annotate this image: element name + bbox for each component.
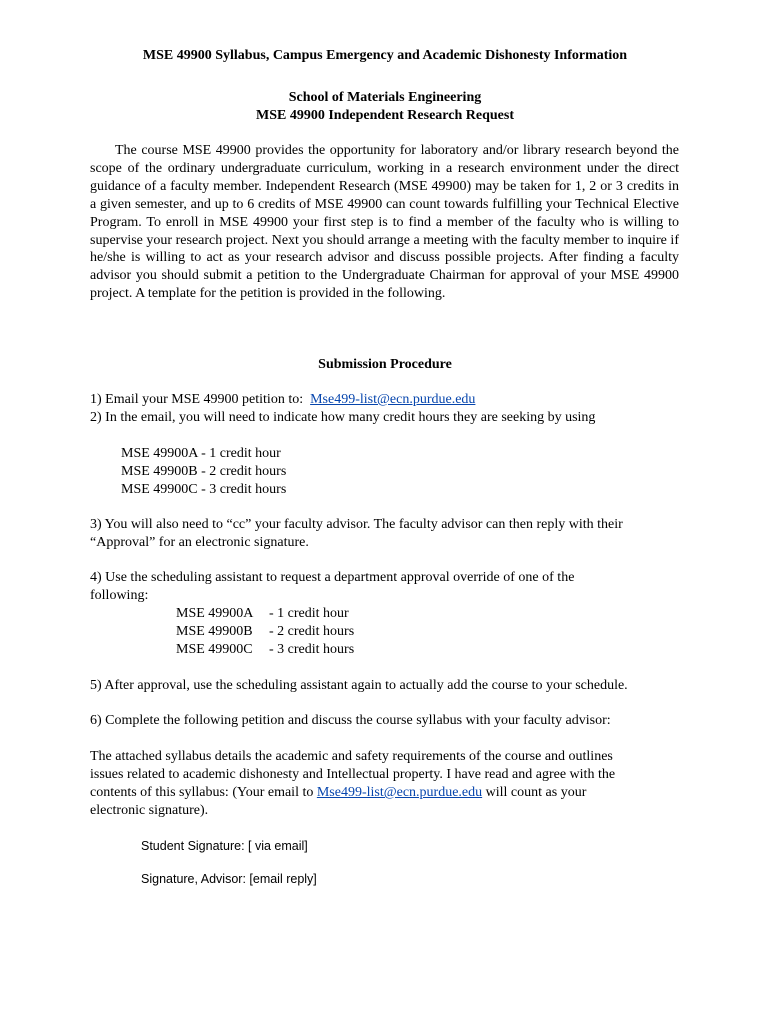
override-code-c: MSE 49900C bbox=[176, 642, 253, 657]
agreement-line-2: issues related to academic dishonesty and Intellectual property. I have read and agree with the bbox=[90, 767, 616, 782]
intro-paragraph: The course MSE 49900 provides the opportunity for laboratory and/or library research beyond the scope of the ordinary undergraduate curriculum, working in a research environment under the direct guidance of a faculty member. Independent Research (MSE 49900) may be taken for 1, 2 or 3 credits in a given semester, and up to 6 credits of MSE 49900 can count towards fulfilling your Technical Elective Program. To enroll in MSE 49900 your first step is to find a member of the faculty who is willing to supervise your research project. Next you should arrange a meeting with the faculty member to inquire if he/she is willing to act as your research advisor and discuss possible projects. After finding a faculty advisor you should submit a petition to the Undergraduate Chairman for approval of your MSE 49900 project. A template for the petition is provided in the following. bbox=[90, 143, 679, 302]
step-4-line-1: 4) Use the scheduling assistant to request a department approval override of one of the bbox=[90, 570, 575, 585]
agreement-line-4: electronic signature). bbox=[90, 803, 209, 818]
email-link[interactable]: Mse499-list@ecn.purdue.edu bbox=[310, 392, 476, 407]
step-1 bbox=[90, 391, 475, 409]
agreement-line-3-prefix: contents of this syllabus: (Your email to bbox=[90, 785, 317, 800]
override-desc-a: - 1 credit hour bbox=[269, 606, 349, 621]
step-4-line-2: following: bbox=[90, 588, 149, 603]
agreement-line-3-suffix: will count as your bbox=[482, 785, 587, 800]
agreement-line-3 bbox=[90, 784, 586, 802]
override-code-a: MSE 49900A bbox=[176, 606, 254, 621]
credit-option-c: MSE 49900C - 3 credit hours bbox=[121, 482, 287, 497]
step-3-line-2: “Approval” for an electronic signature. bbox=[90, 535, 309, 550]
agreement-email-link[interactable]: Mse499-list@ecn.purdue.edu bbox=[316, 785, 483, 800]
step-2: 2) In the email, you will need to indicate how many credit hours they are seeking by using bbox=[90, 410, 596, 425]
document-title: MSE 49900 Syllabus, Campus Emergency and Academic Dishonesty Information bbox=[142, 48, 628, 63]
advisor-signature: Signature, Advisor: [email reply] bbox=[141, 872, 317, 886]
credit-option-a: MSE 49900A - 1 credit hour bbox=[121, 446, 281, 461]
override-desc-b: - 2 credit hours bbox=[269, 624, 355, 639]
step-6: 6) Complete the following petition and discuss the course syllabus with your faculty advisor: bbox=[90, 713, 611, 728]
step-3-line-1: 3) You will also need to “cc” your faculty advisor. The faculty advisor can then reply with their bbox=[90, 517, 623, 532]
step-5: 5) After approval, use the scheduling assistant again to actually add the course to your schedule. bbox=[90, 678, 628, 693]
student-signature: Student Signature: [ via email] bbox=[141, 839, 308, 853]
override-code-b: MSE 49900B bbox=[176, 624, 253, 639]
step-1-text: 1) Email your MSE 49900 petition to: bbox=[90, 392, 311, 407]
override-desc-c: - 3 credit hours bbox=[269, 642, 355, 657]
credit-option-b: MSE 49900B - 2 credit hours bbox=[121, 464, 287, 479]
agreement-line-1: The attached syllabus details the academic and safety requirements of the course and outlines bbox=[90, 749, 613, 764]
school-name: School of Materials Engineering bbox=[288, 90, 482, 105]
submission-procedure-heading: Submission Procedure bbox=[318, 357, 452, 372]
document-subtitle: MSE 49900 Independent Research Request bbox=[256, 108, 514, 123]
